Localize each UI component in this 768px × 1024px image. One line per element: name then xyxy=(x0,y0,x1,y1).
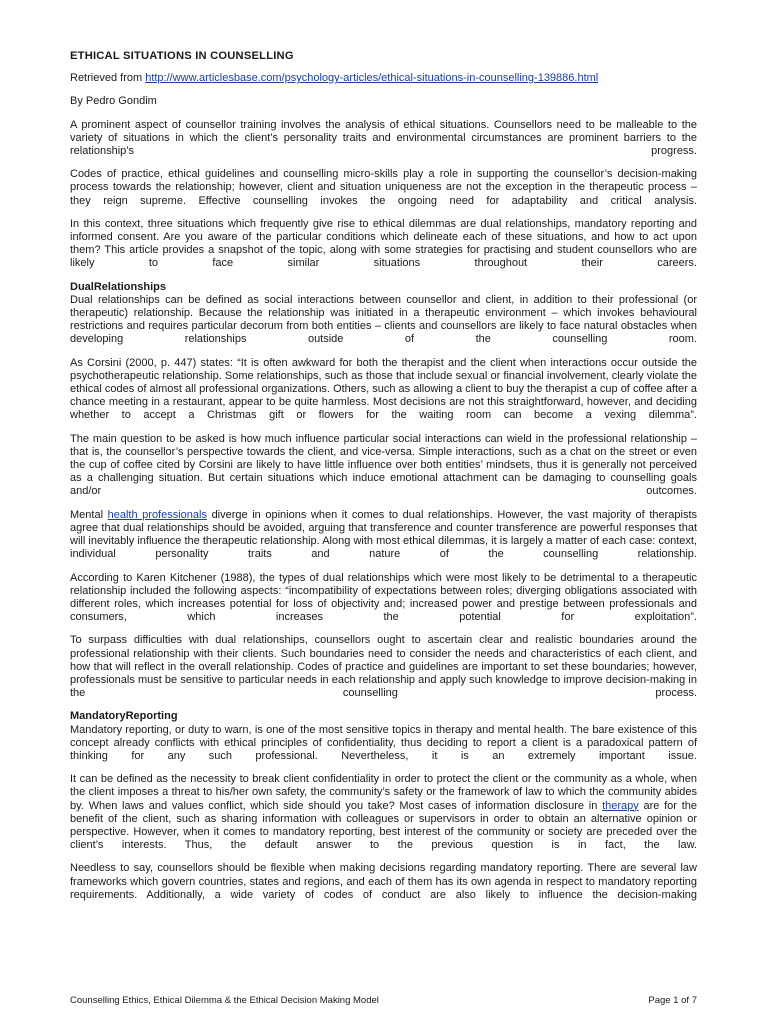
retrieved-line xyxy=(70,72,697,85)
dual-paragraph-4 xyxy=(70,509,697,562)
dual-paragraph-5: According to Karen Kitchener (1988), the types of dual relationships which were most likely to be detrimental to a therapeutic relationship included the following aspects: “incompatibility of expectations between roles; diverging obligations associated with different roles, which increases potential for loss of objectivity and; increased power and prestige between professionals and consumers, which increases the potential for exploitation”. xyxy=(70,571,697,624)
therapy-link[interactable]: therapy xyxy=(602,799,639,812)
mandatory-p2-after: are for the benefit of the client, such as sharing information with colleagues or supervisors in order to obtain an alternative opinion or perspective. However, when it comes to mandatory reporting, best interest of the community or society are preceded over the client’s interests. Thus, the default answer to the previous question is in fact, the law. xyxy=(70,799,697,852)
retrieved-prefix: Retrieved from xyxy=(70,72,146,85)
footer-title: Counselling Ethics, Ethical Dilemma & the Ethical Decision Making Model xyxy=(70,995,379,1006)
section-heading-mandatory-reporting: MandatoryReporting xyxy=(70,710,178,723)
byline: By Pedro Gondim xyxy=(70,95,157,108)
document-title: ETHICAL SITUATIONS IN COUNSELLING xyxy=(70,50,294,62)
dual-p4-after: diverge in opinions when it comes to dual relationships. However, the vast majority of therapists agree that dual relationships should be avoided, arguing that transference and counter transference are powerful responses that will inevitably influence the therapeutic relationship. Along with most ethical dilemmas, it is largely a matter of each case: context, individual personality traits and nature of the counselling relationship. xyxy=(70,508,698,561)
mandatory-p2-before: It can be defined as the necessity to break client confidentiality in order to protect the client or the community as a whole, when the client imposes a threat to his/her own safety, the community’s safety or the framework of law to which the community abides by. When laws and values conflict, which side should you take? Most cases of information disclosure in xyxy=(70,773,697,812)
intro-paragraph-1: A prominent aspect of counsellor training involves the analysis of ethical situations. Counsellors need to be malleable to the variety of situations in which the client’s personality traits and environmental circumstances are prominent barriers to the relationship’s progress. xyxy=(70,118,697,158)
dual-paragraph-3: The main question to be asked is how much influence particular social interactions can wield in the professional relationship – that is, the counsellor’s perspective towards the client, and vice-versa. Simple interactions, such as a chat on the street or even the cup of coffee cited by Corsini are likely to have little influence over both entities’ mindsets, thus it is generally not perceived as a challenging situation. But certain situations which induce emotional attachment can be damaging to counselling goals and/or outcomes. xyxy=(70,432,697,498)
page-number: Page 1 of 7 xyxy=(648,995,697,1006)
dual-paragraph-1: Dual relationships can be defined as social interactions between counsellor and client, in addition to their professional (or therapeutic) relationship. Because the relationship was initiated in a therapeutic environment – which invokes behavioural restrictions and requires particular decorum from both entities – clients and counsellors are likely to face natural obstacles when developing relationships outside of the counselling room. xyxy=(70,293,697,346)
mandatory-paragraph-1: Mandatory reporting, or duty to warn, is one of the most sensitive topics in therapy and mental health. The bare existence of this concept already conflicts with ethical principles of confidentiality, thus deciding to report a client is a paradoxical pattern of thinking for any such professional. Nevertheless, it is an extremely important issue. xyxy=(70,723,697,762)
health-professionals-link[interactable]: health professionals xyxy=(107,508,207,521)
intro-paragraph-3: In this context, three situations which frequently give rise to ethical dilemmas are dual relationships, mandatory reporting and informed consent. Are you aware of the particular conditions which delineate each of these situations, and how to act upon them? This article provides a snapshot of the topic, along with some strategies for practising and student counsellors who are likely to face similar situations throughout their careers. xyxy=(70,217,697,270)
section-heading-dual-relationships: DualRelationships xyxy=(70,280,166,293)
mandatory-paragraph-2 xyxy=(70,773,697,852)
mandatory-paragraph-3: Needless to say, counsellors should be flexible when making decisions regarding mandatory reporting. There are several law frameworks which govern countries, states and regions, and each of them has its own agenda in respect to mandatory reporting requirements. Additionally, a wide variety of codes of conduct are also likely to influence the decision-making xyxy=(70,862,697,901)
dual-p4-before: Mental xyxy=(70,508,108,521)
dual-paragraph-2: As Corsini (2000, p. 447) states: “It is often awkward for both the therapist and the client when interactions occur outside the psychotherapeutic relationship. Some relationships, such as those that include sexual or financial involvement, clearly violate the ethical codes of almost all professional organizations. Others, such as allowing a client to buy the therapist a cup of coffee after a chance meeting in a restaurant, appear to be quite harmless. Most decisions are not this straightforward, however, and deciding whether to accept a Christmas gift or flowers for the waiting room can become a vexing dilemma”. xyxy=(70,356,697,422)
source-url-link[interactable]: http://www.articlesbase.com/psychology-articles/ethical-situations-in-counselling-139886.html xyxy=(145,72,599,85)
intro-paragraph-2: Codes of practice, ethical guidelines and counselling micro-skills play a role in supporting the counsellor’s decision-making process towards the relationship; however, client and situation uniqueness are not the exception in the therapeutic process – they reign supreme. Effective counselling invokes the ongoing need for adaptability and critical analysis. xyxy=(70,168,697,207)
document-page xyxy=(70,50,697,912)
dual-paragraph-6: To surpass difficulties with dual relationships, counsellors ought to ascertain clear and realistic boundaries around the professional relationship with their clients. Such boundaries need to consider the needs and characteristics of each client, and how that will reflect in the overall relationship. Codes of practice and guidelines are important to set these boundaries; however, professionals must be sensitive to particular needs in each relationship and apply such knowledge to improve decision-making in the counselling process. xyxy=(70,634,697,700)
